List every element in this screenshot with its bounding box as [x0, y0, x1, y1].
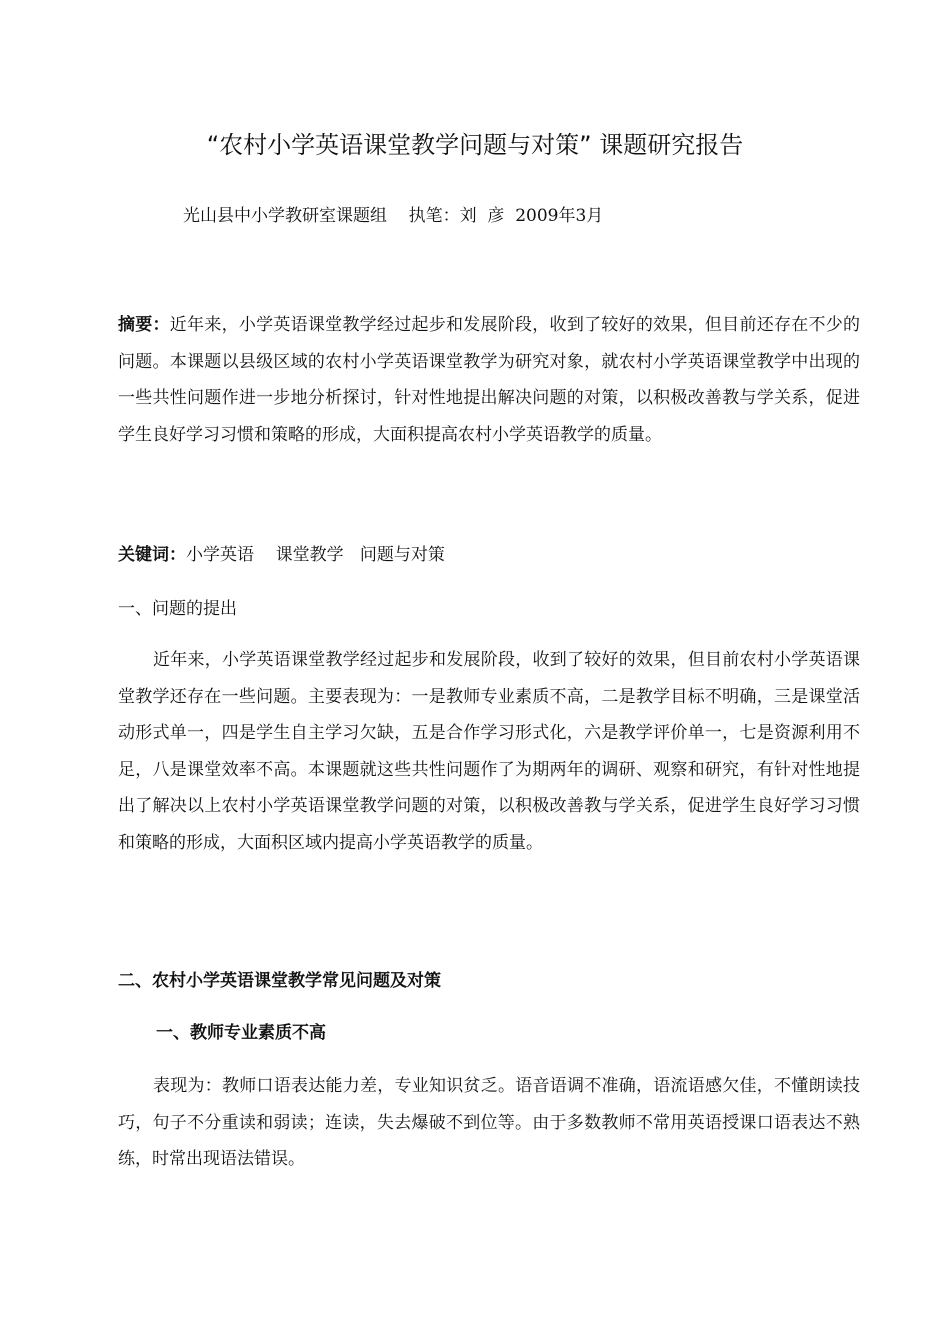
- section-heading-2: 二、农村小学英语课堂教学常见问题及对策: [118, 971, 441, 991]
- keywords-line: [118, 542, 445, 568]
- subsection-heading-1: 一、教师专业素质不高: [156, 1023, 326, 1043]
- abstract-paragraph: [118, 307, 860, 453]
- section-heading-1: 一、问题的提出: [118, 599, 237, 619]
- document-title: “农村小学英语课堂教学问题与对策” 课题研究报告: [206, 131, 744, 159]
- keywords-label: 关键词：: [118, 545, 186, 565]
- subsection-1-paragraph: 表现为：教师口语表达能力差，专业知识贫乏。语音语调不准确，语流语感欠佳，不懂朗读技巧，句子不分重读和弱读；连读，失去爆破不到位等。由于多数教师不常用英语授课口语表达不熟练，时常出现语法错误。: [118, 1076, 860, 1169]
- abstract-text: 近年来，小学英语课堂教学经过起步和发展阶段，收到了较好的效果，但目前还存在不少的问题。本课题以县级区域的农村小学英语课堂教学为研究对象，就农村小学英语课堂教学中出现的一些共性问题作进一步地分析探讨，针对性地提出解决问题的对策，以积极改善教与学关系，促进学生良好学习习惯和策略的形成，大面积提高农村小学英语教学的质量。: [118, 315, 861, 445]
- section-1-paragraph: 近年来，小学英语课堂教学经过起步和发展阶段，收到了较好的效果，但目前农村小学英语课堂教学还存在一些问题。主要表现为：一是教师专业素质不高，二是教学目标不明确，三是课堂活动形式单一，四是学生自主学习欠缺，五是合作学习形式化，六是教学评价单一，七是资源利用不足，八是课堂效率不高。本课题就这些共性问题作了为期两年的调研、观察和研究，有针对性地提出了解决以上农村小学英语课堂教学问题的对策，以积极改善教与学关系，促进学生良好学习习惯和策略的形成，大面积区域内提高小学英语教学的质量。: [118, 650, 860, 853]
- keywords-text: 小学英语 课堂教学 问题与对策: [186, 545, 445, 565]
- author-byline: 光山县中小学教研室课题组 执笔：刘 彦 2009年3月: [183, 206, 604, 226]
- abstract-label: 摘要：: [118, 315, 170, 335]
